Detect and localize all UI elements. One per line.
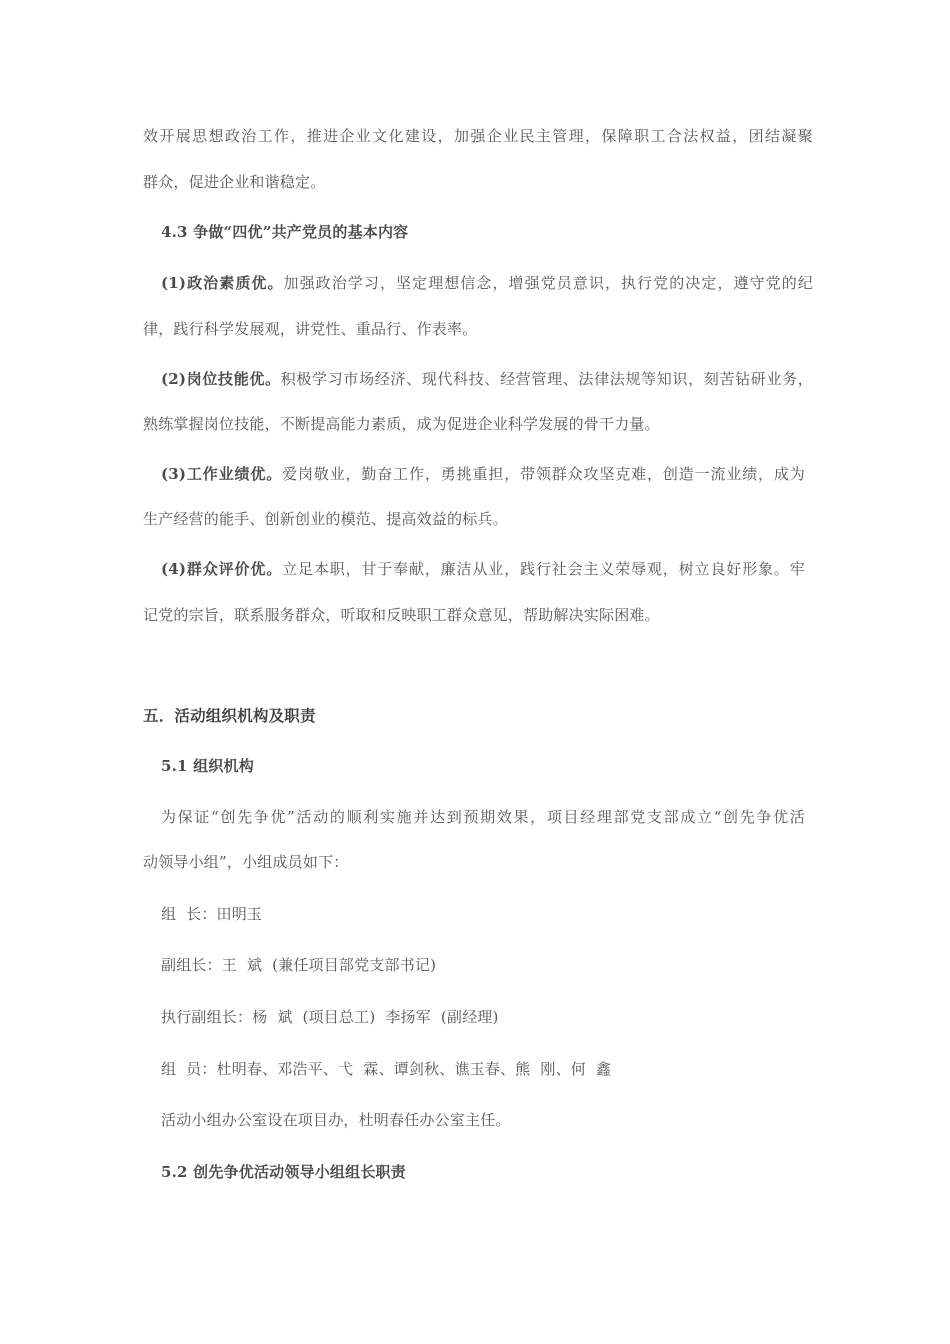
paragraph-line: 记党的宗旨，联系服务群众，听取和反映职工群众意见，帮助解决实际困难。 bbox=[143, 606, 660, 624]
paragraph-line: 群众，促进企业和谐稳定。 bbox=[143, 173, 326, 191]
list-item-text: 加强政治学习，坚定理想信念，增强党员意识，执行党的决定，遵守党的纪 bbox=[283, 274, 813, 292]
paragraph-line: 动领导小组”，小组成员如下： bbox=[143, 853, 349, 871]
subheading-5-2: 5.2 创先争优活动领导小组组长职责 bbox=[161, 1163, 406, 1181]
list-item-label: (3)工作业绩优。 bbox=[161, 465, 283, 483]
paragraph-line: 效开展思想政治工作，推进企业文化建设，加强企业民主管理，保障职工合法权益，团结凝聚 bbox=[143, 127, 813, 145]
paragraph-line: 律，践行科学发展观，讲党性、重品行、作表率。 bbox=[143, 320, 478, 338]
paragraph-line: 生产经营的能手、创新创业的模范、提高效益的标兵。 bbox=[143, 510, 508, 528]
subheading-4-3: 4.3 争做“四优”共产党员的基本内容 bbox=[161, 223, 409, 241]
list-item-2 bbox=[161, 369, 813, 389]
list-item-4 bbox=[161, 559, 805, 579]
list-item-label: (1)政治素质优。 bbox=[161, 274, 284, 292]
members-line: 组 员：杜明春、邓浩平、弋 霖、谭剑秋、谯玉春、熊 刚、何 鑫 bbox=[161, 1060, 612, 1078]
list-item-1 bbox=[161, 273, 813, 293]
office-line: 活动小组办公室设在项目办，杜明春任办公室主任。 bbox=[161, 1111, 511, 1129]
subheading-5-1: 5.1 组织机构 bbox=[161, 757, 254, 775]
deputy-leader-line: 副组长：王 斌 (兼任项目部党支部书记) bbox=[161, 956, 437, 974]
list-item-3 bbox=[161, 464, 805, 484]
leader-line: 组 长：田明玉 bbox=[161, 905, 263, 923]
section-heading-5: 五．活动组织机构及职责 bbox=[143, 706, 316, 725]
list-item-text: 积极学习市场经济、现代科技、经营管理、法律法规等知识，刻苦钻研业务， bbox=[280, 370, 813, 388]
paragraph-line: 为保证“创先争优”活动的顺利实施并达到预期效果，项目经理部党支部成立“创先争优活 bbox=[161, 808, 805, 826]
list-item-text: 立足本职，甘于奉献，廉洁从业，践行社会主义荣辱观，树立良好形象。牢 bbox=[282, 560, 805, 578]
executive-deputy-line: 执行副组长：杨 斌 (项目总工) 李扬军 (副经理) bbox=[161, 1008, 499, 1026]
list-item-text: 爱岗敬业，勤奋工作，勇挑重担，带领群众攻坚克难，创造一流业绩，成为 bbox=[282, 465, 805, 483]
list-item-label: (2)岗位技能优。 bbox=[161, 370, 281, 388]
paragraph-line: 熟练掌握岗位技能，不断提高能力素质，成为促进企业科学发展的骨干力量。 bbox=[143, 415, 660, 433]
list-item-label: (4)群众评价优。 bbox=[161, 560, 283, 578]
